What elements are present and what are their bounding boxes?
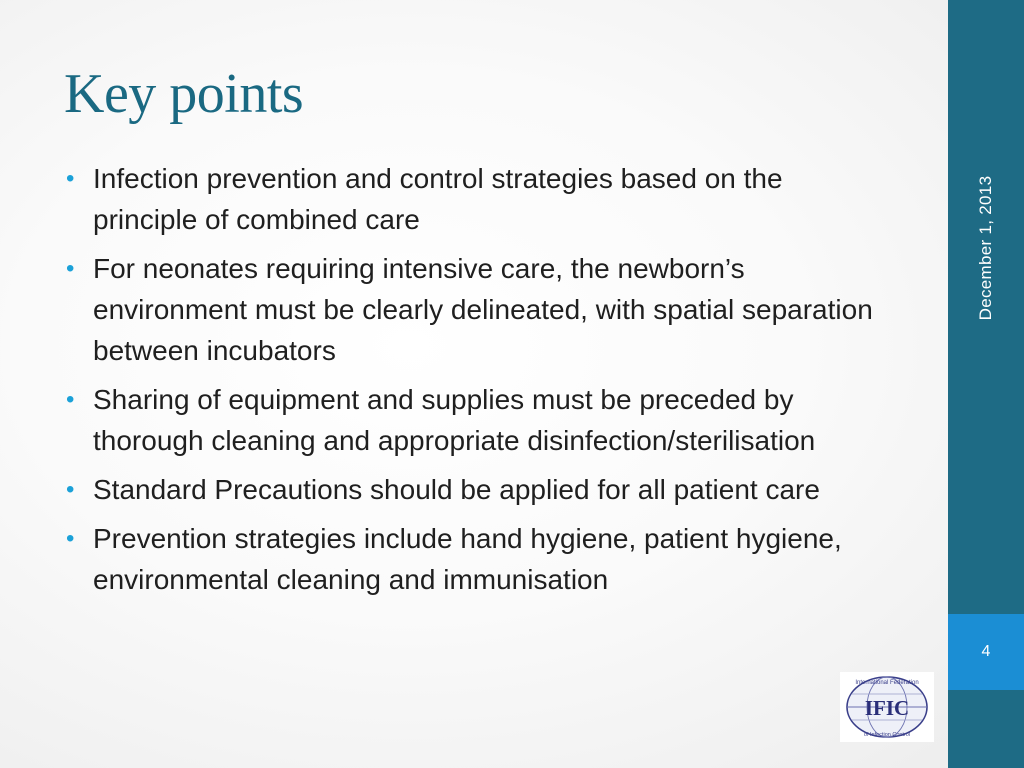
bullet-item: [66, 248, 886, 371]
slide-date: December 1, 2013: [976, 175, 995, 321]
bullet-list: [66, 158, 886, 608]
bullet-item: [66, 518, 886, 600]
logo-top-text: International Federation: [855, 680, 919, 686]
slide-title: Key points: [64, 63, 304, 125]
bullet-text: Sharing of equipment and supplies must be preceded by thorough cleaning and appropriate disinfection/sterilisation: [93, 384, 816, 456]
bullet-icon: •: [66, 525, 75, 552]
bullet-item: [66, 469, 886, 510]
bullet-item: [66, 158, 886, 240]
page-number: 4: [981, 643, 991, 660]
bullet-text: Standard Precautions should be applied for all patient care: [93, 474, 820, 505]
page-number-box: [948, 614, 1024, 690]
bullet-text: For neonates requiring intensive care, the newborn’s environment must be clearly delineated, with spatial separation between incubators: [93, 253, 873, 366]
logo-abbreviation: IFIC: [864, 696, 910, 720]
bullet-item: [66, 379, 886, 461]
bullet-text: Infection prevention and control strategies based on the principle of combined care: [93, 163, 783, 235]
bullet-icon: •: [66, 386, 75, 413]
logo-bottom-text: of Infection Control: [863, 732, 911, 738]
ific-logo: [840, 672, 934, 742]
bullet-icon: •: [66, 476, 75, 503]
bullet-text: Prevention strategies include hand hygiene, patient hygiene, environmental cleaning and immunisation: [93, 523, 842, 595]
bullet-icon: •: [66, 165, 75, 192]
bullet-icon: •: [66, 255, 75, 282]
